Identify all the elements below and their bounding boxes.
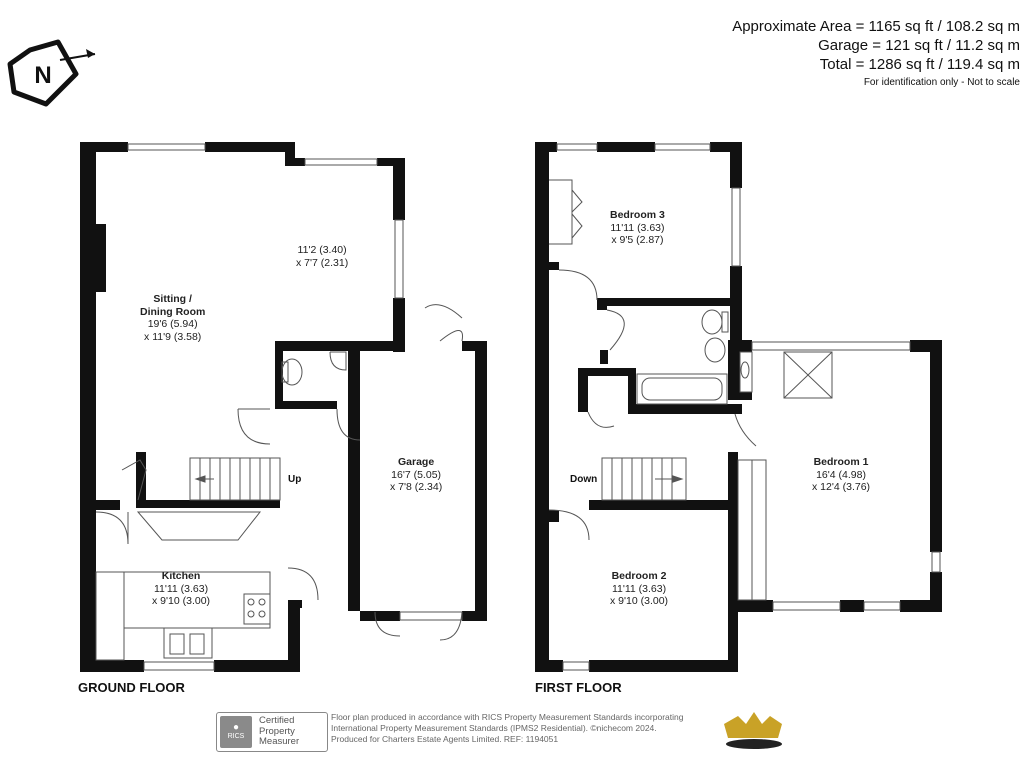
- rics-badge: [216, 712, 328, 752]
- total-area: Total = 1286 sq ft / 119.4 sq m: [819, 56, 1020, 73]
- bedroom-2-label: Bedroom 2 11'11 (3.63) x 9'10 (3.00): [610, 570, 669, 607]
- extension-dims: 11'2 (3.40) x 7'7 (2.31): [296, 244, 349, 269]
- garage-area: Garage = 121 sq ft / 11.2 sq m: [818, 37, 1020, 54]
- first-floor-label: FIRST FLOOR: [535, 680, 622, 695]
- rics-logo-icon: ● RICS: [220, 716, 252, 748]
- crown-logo: [724, 712, 782, 749]
- stairs-up-label: Up: [288, 474, 302, 485]
- bedroom-3-label: Bedroom 3 11'11 (3.63) x 9'5 (2.87): [610, 209, 665, 246]
- approximate-area: Approximate Area = 1165 sq ft / 108.2 sq m: [732, 18, 1020, 35]
- garage-label: Garage 16'7 (5.05) x 7'8 (2.34): [390, 456, 443, 493]
- bedroom-1-label: Bedroom 1 16'4 (4.98) x 12'4 (3.76): [812, 456, 871, 493]
- kitchen-label: Kitchen 11'11 (3.63) x 9'10 (3.00): [152, 570, 211, 607]
- first-floor-fixtures: [549, 144, 940, 670]
- scale-note: For identification only - Not to scale: [863, 77, 1020, 88]
- sitting-room-label: Sitting / Dining Room 19'6 (5.94) x 11'9 (3.58): [140, 293, 206, 343]
- compass-icon: [10, 42, 95, 104]
- compass-letter: N: [34, 62, 52, 89]
- rics-badge-text: Certified Property Measurer: [259, 715, 300, 747]
- stairs-down-label: Down: [570, 474, 598, 485]
- footer-disclaimer: Floor plan produced in accordance with RICS Property Measurement Standards incorporating International Property Measurement Standards (IPMS2 Residential). ©nichecom 2024. Produced for Charters Estate Agents Limited. REF: 1194051: [331, 712, 684, 744]
- ground-floor-label: GROUND FLOOR: [78, 680, 185, 695]
- ground-floor-plan: [80, 142, 487, 672]
